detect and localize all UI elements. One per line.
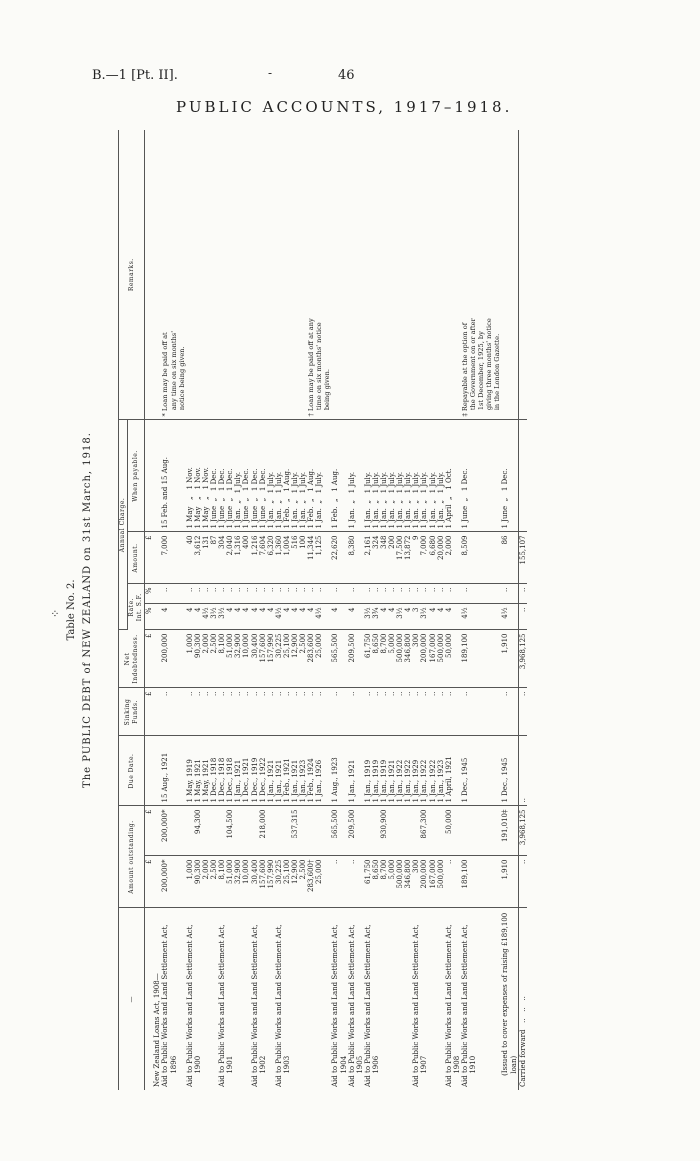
row-sinking: .. [153,688,185,736]
unit: £ [145,806,154,856]
row-amount: 40 3,612 131 87 [186,532,218,584]
row-sinking: .. .. .. .. [186,688,218,736]
row-total: 565,500 [331,806,347,856]
row-amounts: 200,000* [153,856,185,908]
row-total: 218,000 [251,806,275,856]
table-row [251,130,275,1090]
row-amount: 2,000 [445,532,461,584]
row-due: 1 Dec., 1945 [501,736,518,806]
row-sinking: .. [348,688,364,736]
row-sf: .. [331,584,347,604]
row-remarks [251,130,275,420]
row-total: 867,300 [412,806,444,856]
row-sf: .. .. .. .. .. .. [364,584,413,604]
row-amount: 9 7,000 6,680 20,000 [412,532,444,584]
row-due: 1 Dec., 1918 1 Dec., 1918 1 Jan., 1921 1 Dec., 1921 [218,736,250,806]
row-due: 15 Aug., 1921 [153,736,185,806]
row-payable: 15 Feb. and 15 Aug. [153,420,185,532]
row-amount: 7,000 [153,532,185,584]
row-sf: .. .. .. [251,584,275,604]
table-row [348,130,364,1090]
row-remarks [348,130,364,420]
row-sinking: .. .. .. [251,688,275,736]
table-row [461,130,501,1090]
row-sf: .. .. .. .. .. .. [275,584,332,604]
row-net: 61,750 8,650 8,700 5,000 500,000 346,800 [364,630,413,688]
row-due: 1 Jan., 1921 [348,736,364,806]
row-net: 8,100 51,000 32,900 10,000 [218,630,250,688]
row-amounts: .. [331,856,347,908]
col-payable: When payable. [128,420,145,532]
unit: £ [145,856,154,908]
row-net: 209,500 [348,630,364,688]
row-remarks: * Loan may be paid off at any time on six months' notice being given. [153,130,185,420]
row-amounts: 30,225 25,100 12,900 2,500 283,600† 25,000 [275,856,332,908]
row-sf: .. [501,584,518,604]
row-payable: 1 June „ 1 Dec. 1 June „ 1 Dec. 1 Jan. „ 1 July. 1 June „ 1 Dec. [218,420,250,532]
unit: £ [145,688,154,736]
row-remarks [331,130,347,420]
row-desc: Aid to Public Works and Land Settlement Act, 1903 [274,924,291,1087]
row-sinking: .. .. .. .. .. .. [364,688,413,736]
row-amounts: 189,100 [461,856,501,908]
page-number: 46 [338,68,355,83]
row-desc: Aid to Public Works and Land Settlement Act, 1905 [347,924,364,1087]
row-remarks [412,130,444,420]
row-payable: 1 May „ 1 Nov. 1 May „ 1 Nov. 1 May „ 1 Nov. 1 June „ 1 Dec. [186,420,218,532]
row-desc: Aid to Public Works and Land Settlement Act, 1906 [363,924,380,1087]
row-remarks [445,130,461,420]
unit: % [145,604,154,630]
row-net: 30,225 25,100 12,900 2,500 283,600 25,000 [275,630,332,688]
row-net: 565,500 [331,630,347,688]
col-remarks: Remarks. [119,130,145,420]
row-payable: 1 June „ 1 Dec. [501,420,518,532]
row-sf: .. [461,584,501,604]
row-due: 1 Dec., 1945 [461,736,501,806]
row-sinking: .. [501,688,518,736]
row-amounts: 1,910 [501,856,518,908]
footer-sf: .. [518,584,527,604]
col-due: Due Date. [119,736,145,806]
footer-payable [518,420,527,532]
row-total: 537,315 [275,806,332,856]
row-int: 3½ 3¾ 4 4 3½ 4 [364,604,413,630]
col-desc: — [119,908,145,1090]
table-row [501,130,518,1090]
row-net: 189,100 [461,630,501,688]
footer-int: .. [518,604,527,630]
row-amounts: .. [348,856,364,908]
row-desc: Aid to Public Works and Land Settlement Act, 1904 [331,924,348,1087]
row-total: 930,900 [364,806,413,856]
row-sinking: .. [445,688,461,736]
table-row [275,130,332,1090]
row-int: 4½ [461,604,501,630]
row-desc: Aid to Public Works and Land Settlement Act, 1910 [460,924,478,1087]
row-due: 1 April, 1921 [445,736,461,806]
row-payable: 1 June „ 1 Dec. 1 June „ 1 Dec. 1 Jan. „ 1 July. [251,420,275,532]
row-sf: .. [348,584,364,604]
row-payable: 1 Jan. „ 1 July. [348,420,364,532]
row-int: 4½ [501,604,518,630]
row-sinking: .. [331,688,347,736]
table-row [445,130,461,1090]
report-code: B.—1 [Pt. II]. [92,68,178,83]
row-sinking: .. [461,688,501,736]
row-due: 1 Jan., 1919 1 Jan., 1919 1 Jan., 1919 1 Jan., 1921 1 Jan., 1922 1 Jan., 1922 [364,736,413,806]
row-int: 3½ 4 4 4 [218,604,250,630]
row-sf: .. .. .. .. [218,584,250,604]
row-amount: 86 [501,532,518,584]
row-due: 1 May, 1919 1 May, 1921 1 May, 1921 1 Dec., 1918 [186,736,218,806]
row-sf: .. [445,584,461,604]
row-int: 4 4 4½ 3½ [186,604,218,630]
row-due: 1 Jan., 1929 1 Jan., 1922 1 Jan., 1922 1 Jan., 1923 [412,736,444,806]
printer-mark: ⁘ [49,608,62,618]
page-header [92,68,612,118]
row-amounts: 61,750 8,650 8,700 5,000 500,000 346,800 [364,856,413,908]
units-row [145,130,154,1090]
row-sinking: .. .. .. .. .. .. [275,688,332,736]
footer-total: 3,968,125 [518,806,527,856]
header-dash: - [268,66,273,80]
row-desc: Aid to Public Works and Land Settlement Act, 1907 [412,924,429,1087]
row-amounts: 30,400 157,600 157,990 [251,856,275,908]
row-remarks: † Loan may be paid off at any time on six months' notice being given. [275,130,332,420]
row-total [461,806,501,856]
row-net: 30,400 157,600 157,990 [251,630,275,688]
row-remarks: ‡ Repayable at the option of the Government on or after 1st December, 1925, by giving three months' notice in the London Gazette. [461,130,501,420]
row-amount: 8,509 [461,532,501,584]
row-amount: 304 2,040 1,316 400 [218,532,250,584]
table-number: Table No. 2. [66,579,77,641]
rotated-table-area [49,130,628,1090]
row-remarks [364,130,413,420]
footer-net: 3,968,125 [518,630,527,688]
footer-amounts: .. [518,856,527,908]
row-due: 1 Dec., 1919 1 Dec., 1922 1 Jan., 1921 [251,736,275,806]
carried-forward-row [518,130,527,1090]
row-desc: Aid to Public Works and Land Settlement Act, 1902 [250,924,267,1087]
row-int: 4 4 4 [251,604,275,630]
row-payable: 1 April „ 1 Oct. [445,420,461,532]
row-due: 1 Aug., 1923 [331,736,347,806]
footer-sinking: .. [518,688,527,736]
unit: £ [145,532,154,584]
row-total: 191,010‡ [501,806,518,856]
col-rate [128,584,145,630]
row-amount: 1,360 1,004 516 100 11,344 1,125 [275,532,332,584]
row-net: 1,910 [501,630,518,688]
row-sf: .. [153,584,185,604]
row-net: 200,000 [153,630,185,688]
table-row [364,130,413,1090]
col-net: Net Indebtedness. [119,630,145,688]
row-int: 4 [348,604,364,630]
page-title: PUBLIC ACCOUNTS, 1917–1918. [176,98,513,116]
public-debt-table [118,130,527,1090]
row-amount: 1,216 7,604 6,320 [251,532,275,584]
rate-label: Rate. [128,597,136,617]
row-int: 4 [153,604,185,630]
row-amount: 22,620 [331,532,347,584]
row-total: 200,000* [153,806,185,856]
row-amount: 2,161 324 348 200 17,500 13,872 [364,532,413,584]
unit: £ [145,630,154,688]
col-sinking: Sinking Funds. [119,688,145,736]
col-annual: Annual Charge. [119,420,128,630]
table-row [153,130,185,1090]
table-row [412,130,444,1090]
row-net: 300 200,000 167,000 500,000 [412,630,444,688]
row-desc: New Zealand Loans Act, 1908— Aid to Public Works and Land Settlement Act, 1896 [153,924,178,1087]
debt-table-sheet [49,130,628,1090]
row-remarks [218,130,250,420]
row-payable: 1 June „ 1 Dec. [461,420,501,532]
col-amount: Amount. [128,532,145,584]
row-amounts: 1,000 90,300 2,000 2,500 [186,856,218,908]
row-amount: 8,380 [348,532,364,584]
row-desc: (Issued to cover expenses of raising £189,100 loan) [501,912,518,1076]
row-payable: 1 Jan. „ 1 July. 1 Feb. „ 1 Aug. 1 Jan. „ 1 July. 1 Jan. „ 1 July. 1 Feb. „ 1 Aug. 1 Jan. „ 1 July. [275,420,332,532]
row-sinking: .. .. .. .. [412,688,444,736]
row-total: 209,500 [348,806,364,856]
footer-due: .. [518,736,527,806]
row-sinking: .. .. .. .. [218,688,250,736]
row-payable: 1 Feb. „ 1 Aug. [331,420,347,532]
unit: % [145,584,154,604]
row-int: 4½ 4 4 4 4 4½ [275,604,332,630]
row-desc: Aid to Public Works and Land Settlement Act, 1901 [218,924,235,1087]
row-due: 1 Jan., 1921 1 Feb., 1921 1 Jan., 1921 1 Jan., 1923 1 Feb., 1924 1 Jan., 1926 [275,736,332,806]
row-remarks [501,130,518,420]
row-total: 50,000 [445,806,461,856]
row-desc: Aid to Public Works and Land Settlement Act, 1900 [185,924,202,1087]
table-row [218,130,250,1090]
row-amounts: .. [445,856,461,908]
footer-label: Carried forward .. .. .. [518,908,527,1090]
int-label: Int. [136,608,144,622]
table-row [186,130,218,1090]
row-payable: 1 Jan. „ 1 July. 1 Jan. „ 1 July. 1 Jan. „ 1 July. 1 Jan. „ 1 July. [412,420,444,532]
row-total: 94,300 [186,806,218,856]
row-net: 1,000 90,300 2,000 2,500 [186,630,218,688]
row-sf: .. .. .. .. [412,584,444,604]
row-desc: Aid to Public Works and Land Settlement Act, 1908 [444,924,461,1087]
footer-amount: 155,107 [518,532,527,584]
sf-label: S.F. [136,593,144,607]
footer-remarks [518,130,527,420]
row-amounts: 8,100 51,000 32,900 10,000 [218,856,250,908]
unit [145,736,154,806]
row-int: 4 [331,604,347,630]
row-total: 104,500 [218,806,250,856]
row-int: 4 [445,604,461,630]
col-outstanding: Amount outstanding. [119,806,145,908]
row-remarks [186,130,218,420]
table-row [331,130,347,1090]
table-title: The PUBLIC DEBT of NEW ZEALAND on 31st March, 1918. [82,432,93,788]
row-int: 3 3½ 4 4 [412,604,444,630]
row-sf: .. .. .. .. [186,584,218,604]
row-amounts: 300 200,000 167,000 500,000 [412,856,444,908]
row-payable: 1 Jan. „ 1 July. 1 Jan. „ 1 July. 1 Jan. „ 1 July. 1 Jan. „ 1 July. 1 Jan. „ 1 July. 1 Jan. „ 1 July. [364,420,413,532]
row-net: 50,000 [445,630,461,688]
